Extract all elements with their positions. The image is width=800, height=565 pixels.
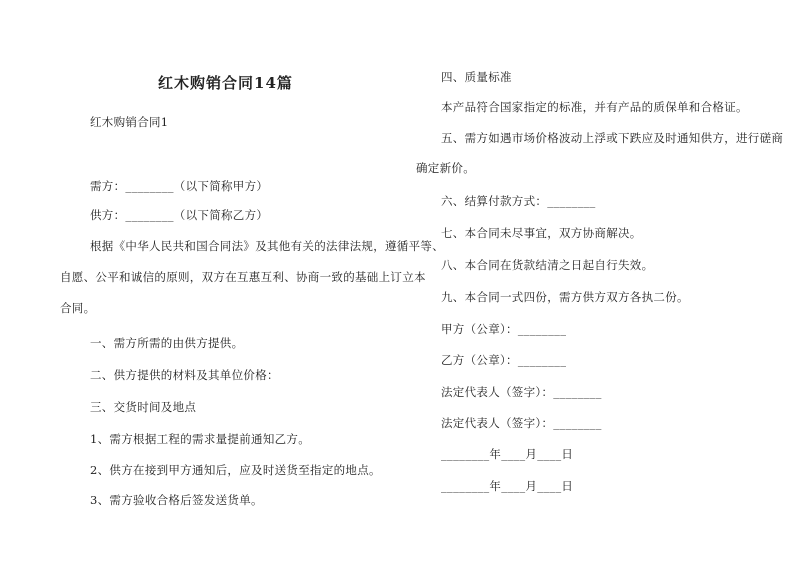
intro-line-2: 自愿、公平和诚信的原则，双方在互惠互利、协商一致的基础上订立本 (60, 270, 426, 284)
clause-3-item-1: 1、需方根据工程的需求量提前通知乙方。 (90, 432, 311, 446)
clause-3: 三、交货时间及地点 (90, 400, 197, 414)
clause-5-line-1: 五、需方如遇市场价格波动上浮或下跌应及时通知供方，进行磋商 (441, 131, 784, 145)
document-title: 红木购销合同14篇 (158, 74, 293, 92)
clause-3-item-3: 3、需方验收合格后签发送货单。 (90, 493, 263, 507)
clause-5-line-2: 确定新价。 (416, 161, 475, 175)
clause-6: 六、结算付款方式：________ (441, 194, 596, 208)
clause-9: 九、本合同一式四份，需方供方双方各执二份。 (441, 290, 689, 304)
supplier-line: 供方：________（以下简称乙方） (90, 208, 269, 222)
date-line-1: ________年____月____日 (441, 447, 574, 461)
legal-representative-1: 法定代表人（签字）：________ (441, 385, 602, 399)
clause-2: 二、供方提供的材料及其单位价格： (90, 368, 279, 382)
party-b-seal: 乙方（公章）：________ (441, 353, 567, 367)
intro-line-1: 根据《中华人民共和国合同法》及其他有关的法律法规，遵循平等、 (90, 239, 444, 253)
clause-3-item-2: 2、供方在接到甲方通知后，应及时送货至指定的地点。 (90, 463, 381, 477)
clause-1: 一、需方所需的由供方提供。 (90, 336, 244, 350)
legal-representative-2: 法定代表人（签字）：________ (441, 416, 602, 430)
intro-line-3: 合同。 (60, 301, 96, 315)
party-a-seal: 甲方（公章）：________ (441, 322, 567, 336)
clause-7: 七、本合同未尽事宜，双方协商解决。 (441, 226, 642, 240)
date-line-2: ________年____月____日 (441, 479, 574, 493)
clause-8: 八、本合同在货款结清之日起自行失效。 (441, 258, 654, 272)
clause-4: 四、质量标准 (441, 70, 512, 84)
buyer-line: 需方：________（以下简称甲方） (90, 179, 269, 193)
clause-4-text: 本产品符合国家指定的标准，并有产品的质保单和合格证。 (441, 100, 748, 114)
contract-subtitle: 红木购销合同1 (90, 115, 169, 129)
